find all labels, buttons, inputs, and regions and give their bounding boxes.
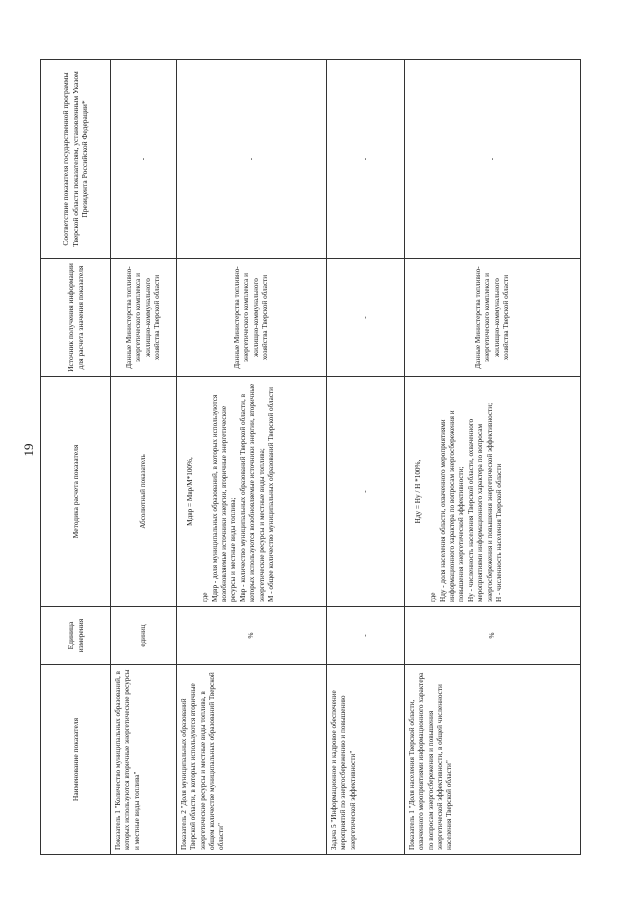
row1-source: Данные Министерства топливно-энергетического комплекса и жилищно-коммунального хозяйства Тверской области	[111, 259, 177, 377]
header-method: Методика расчета показателя	[41, 377, 111, 607]
table-row	[177, 60, 327, 855]
table-row	[405, 60, 581, 855]
row1-method: Абсолютный показатель	[111, 377, 177, 607]
row2-match: -	[177, 60, 327, 259]
row1-name: Показатель 1 "Количество муниципальных образований, в которых используются вторичные энергетические ресурсы и местные виды топлива"	[111, 665, 177, 855]
row3-method: -	[327, 377, 405, 607]
row4-unit: %	[405, 607, 581, 665]
row2-unit: %	[177, 607, 327, 665]
row4-source: Данные Министерства топливно-энергетического комплекса и жилищно-коммунального хозяйства Тверской области	[405, 259, 581, 377]
row2-formula: Мдвр = Мвр/М*100%,	[186, 457, 194, 526]
header-name: Наименование показателя	[41, 665, 111, 855]
row4-name: Показатель 1 "Доля населения Тверской области, охваченного мероприятиями информационного характера по вопросам энергосбережения и повышения энергетической эффективности, в общей численности населения Тверской области"	[405, 665, 581, 855]
table-header-row	[41, 60, 111, 855]
header-source: Источник получения информации для расчета значения показателя	[41, 259, 111, 377]
row4-method-line: Нду - доля населения области, охваченного мероприятиями информационного характера по вопросам энергосбережения и повышения энергетической эффективности;	[438, 410, 466, 602]
row2-method-line: где	[201, 592, 210, 602]
row4-method-line: Ну - численность населения Тверской области, охваченного мероприятиями информационного характера по вопросам энергосбережения и повышения энергетической эффективности;	[466, 402, 494, 602]
document-sheet	[40, 60, 580, 855]
row4-formula: Нду = Ну / Н *100%,	[414, 459, 422, 524]
table-row	[327, 60, 405, 855]
page-number: 19	[21, 443, 36, 457]
row2-method-line: Мдвр - доля муниципальных образований, в которых используются возобновляемые источники энергии, вторичные энергетические ресурсы и местные виды топлива;	[210, 394, 238, 602]
header-match: Соответствие показателя государственной программы Тверской области показателям, установленным Указом Президента Российской Федерации*	[41, 60, 111, 259]
row4-match: -	[405, 60, 581, 259]
row4-method	[405, 377, 581, 607]
row3-match: -	[327, 60, 405, 259]
row2-name: Показатель 2 "Доля муниципальных образований Тверской области, в которых используются вторичные энергетические ресурсы и местные виды топлива, в общем количестве муниципальных образований Тверской области"	[177, 665, 327, 855]
row4-method-line: Н - численность населения Тверской области	[494, 463, 503, 602]
row1-match: -	[111, 60, 177, 259]
row2-method-line: М - общее количество муниципальных образований Тверской области	[266, 386, 275, 602]
row1-unit: единиц	[111, 607, 177, 665]
header-unit: Единица измерения	[41, 607, 111, 665]
row3-name: Задача 5 "Информационное и кадровое обеспечение мероприятий по энергосбережению и повышению энергетической эффективности"	[327, 665, 405, 855]
row2-method-line: Мвр - количество муниципальных образований Тверской области, в которых используются возобновляемые источники энергии, вторичные энергетические ресурсы и местные виды топлива;	[238, 383, 266, 602]
row3-unit: -	[327, 607, 405, 665]
indicator-table	[40, 59, 581, 855]
row3-source: -	[327, 259, 405, 377]
table-row	[111, 60, 177, 855]
row2-method	[177, 377, 327, 607]
row2-source: Данные Министерства топливно-энергетического комплекса и жилищно-коммунального хозяйства Тверской области	[177, 259, 327, 377]
row4-method-line: где	[429, 592, 438, 602]
